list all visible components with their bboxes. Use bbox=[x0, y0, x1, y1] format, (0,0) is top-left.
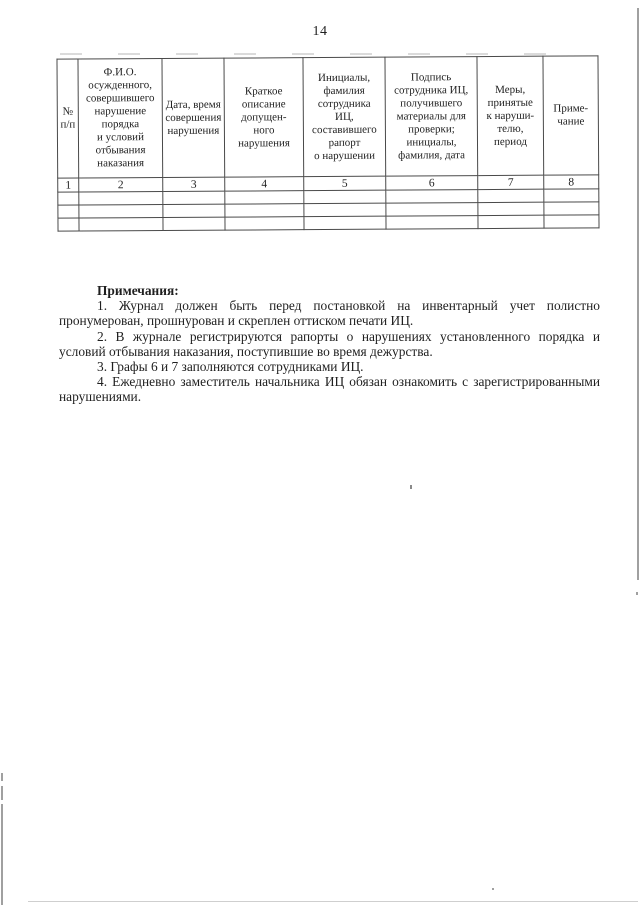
empty-cell bbox=[544, 189, 599, 202]
note-item: 3. Графы 6 и 7 заполняются сотрудниками ИЦ. bbox=[97, 359, 364, 375]
header-cell-number: № п/п bbox=[57, 59, 79, 178]
note-item: 4. Ежедневно заместитель начальника ИЦ обязан ознакомить с зарегистрированными нарушениями. bbox=[59, 374, 600, 405]
violations-register-table bbox=[56, 55, 599, 231]
empty-cell bbox=[544, 202, 599, 215]
column-index: 1 bbox=[58, 178, 79, 192]
violations-register-table-wrap bbox=[56, 55, 598, 231]
header-cell-signature: Подпись сотрудника ИЦ, получившего материалы для проверки; инициалы, фамилия, дата bbox=[385, 57, 478, 177]
notes-title: Примечания: bbox=[97, 283, 179, 298]
empty-cell bbox=[163, 204, 225, 217]
header-cell-datetime: Дата, время совершения нарушения bbox=[162, 58, 225, 177]
empty-cell bbox=[386, 216, 478, 230]
column-index: 5 bbox=[304, 176, 386, 191]
column-index: 2 bbox=[79, 178, 163, 193]
empty-cell bbox=[304, 190, 386, 204]
empty-cell bbox=[225, 204, 304, 217]
empty-cell bbox=[478, 215, 544, 228]
scan-artifact-left-dash bbox=[1, 786, 3, 800]
empty-cell bbox=[163, 217, 225, 230]
scan-artifact-bottom-edge bbox=[28, 901, 638, 902]
empty-cell bbox=[79, 205, 163, 219]
scan-artifact-left-dash bbox=[1, 773, 3, 781]
empty-cell bbox=[225, 191, 304, 204]
column-index: 3 bbox=[163, 177, 225, 191]
note-item: 2. В журнале регистрируются рапорты о нарушениях установленного порядка и условий отбывания наказания, поступившие во время дежурства. bbox=[59, 328, 600, 359]
empty-cell bbox=[304, 203, 386, 217]
column-index: 6 bbox=[386, 176, 478, 191]
table-empty-rows bbox=[58, 189, 599, 231]
empty-cell bbox=[79, 218, 163, 232]
header-cell-name: Ф.И.О. осужденного, совершившего нарушение порядка и условий отбывания наказания bbox=[78, 59, 163, 179]
scan-artifact-speck bbox=[410, 485, 412, 489]
header-cell-measures: Меры, принятые к наруши- телю, период bbox=[477, 56, 544, 175]
empty-cell bbox=[163, 191, 225, 204]
scan-artifact-speck bbox=[492, 888, 494, 890]
header-cell-description: Краткое описание допущен- ного нарушения bbox=[224, 58, 304, 177]
empty-cell bbox=[386, 203, 478, 217]
scan-artifact-right-edge bbox=[637, 8, 639, 580]
empty-cell bbox=[544, 215, 599, 228]
scan-ghost-line bbox=[60, 53, 580, 55]
scan-artifact-left-edge bbox=[1, 804, 3, 905]
scan-artifact-speck bbox=[636, 592, 638, 595]
empty-cell bbox=[58, 218, 79, 231]
page-number: 14 bbox=[312, 24, 328, 39]
empty-cell bbox=[386, 190, 478, 204]
empty-row bbox=[58, 215, 599, 231]
header-cell-report-author: Инициалы, фамилия сотрудника ИЦ, составившего рапорт о нарушении bbox=[303, 57, 386, 176]
notes-section bbox=[59, 283, 600, 405]
empty-cell bbox=[58, 205, 79, 218]
note-item: 1. Журнал должен быть перед постановкой на инвентарный учет полистно пронумерован, прошнурован и скреплен оттиском печати ИЦ. bbox=[59, 298, 600, 329]
header-cell-remark: Приме- чание bbox=[543, 56, 599, 175]
column-index: 8 bbox=[544, 175, 599, 189]
empty-cell bbox=[304, 216, 386, 230]
empty-cell bbox=[58, 192, 79, 205]
empty-cell bbox=[478, 189, 544, 202]
column-index: 4 bbox=[225, 177, 304, 191]
empty-cell bbox=[225, 217, 304, 230]
header-row bbox=[57, 56, 599, 178]
empty-cell bbox=[79, 192, 163, 206]
empty-cell bbox=[478, 202, 544, 215]
column-index: 7 bbox=[478, 175, 544, 189]
